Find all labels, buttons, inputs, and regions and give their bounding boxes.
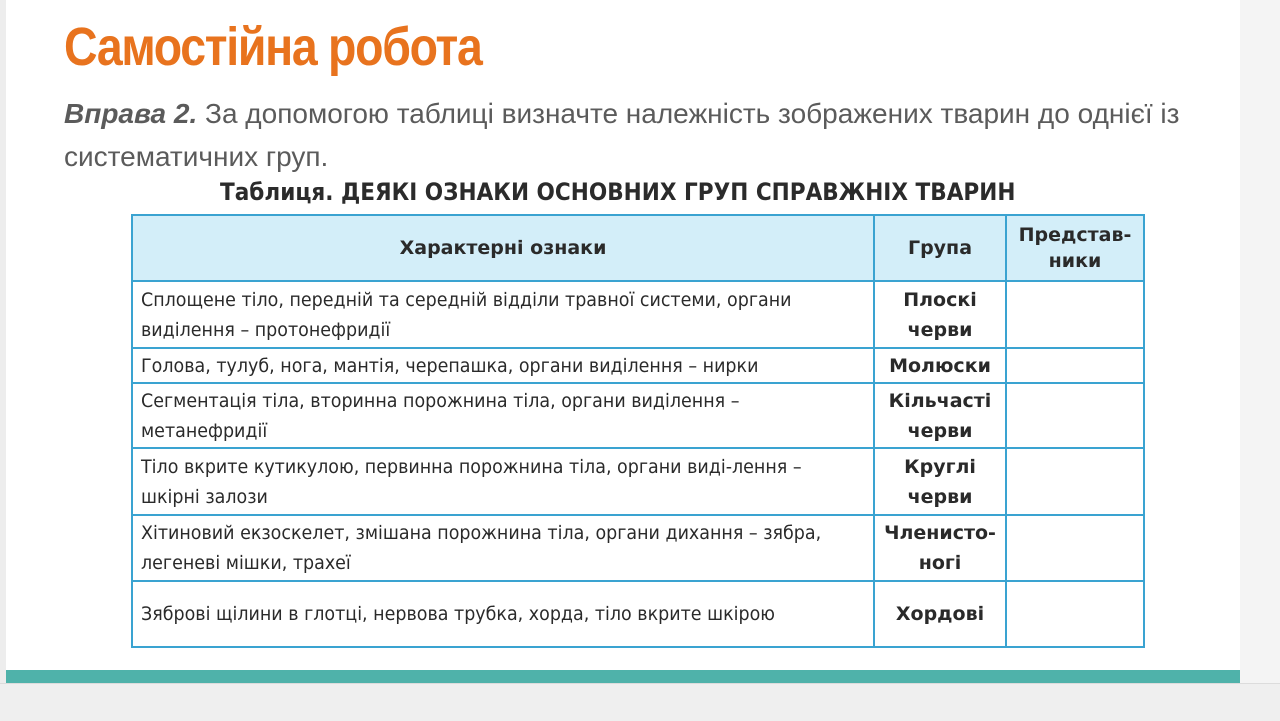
representatives-cell[interactable]	[1006, 581, 1144, 647]
table-row	[132, 515, 1144, 581]
header-group: Група	[874, 215, 1006, 281]
task-lead: Вправа 2.	[64, 98, 198, 129]
features-cell	[132, 383, 874, 448]
group-text: Членисто-ногі	[884, 522, 996, 574]
table-row	[132, 383, 1144, 448]
slide	[6, 0, 1240, 670]
task-body: За допомогою таблиці визначте належність зображених тварин до однієї із систематичних груп.	[64, 98, 1180, 172]
features-text: Сплощене тіло, передній та середній відділи травної системи, органи виділення – протонефридії	[141, 288, 792, 341]
features-cell	[132, 515, 874, 581]
features-cell	[132, 348, 874, 383]
slide-bottom-bar	[6, 670, 1240, 683]
group-text: Круглі черви	[904, 455, 976, 508]
right-gutter	[1240, 0, 1280, 720]
table-row	[132, 581, 1144, 647]
header-representatives: Представ-ники	[1006, 215, 1144, 281]
features-cell	[132, 448, 874, 515]
group-text: Плоскі черви	[903, 288, 977, 341]
group-cell	[874, 348, 1006, 383]
features-text: Хітиновий екзоскелет, змішана порожнина тіла, органи дихання – зябра, легеневі мішки, трахеї	[141, 522, 822, 574]
features-text: Тіло вкрите кутикулою, первинна порожнина тіла, органи виді-лення – шкірні залози	[141, 455, 802, 508]
representatives-cell[interactable]	[1006, 515, 1144, 581]
table-row	[132, 448, 1144, 515]
group-cell	[874, 448, 1006, 515]
group-cell	[874, 383, 1006, 448]
representatives-cell[interactable]	[1006, 383, 1144, 448]
features-text: Зяброві щілини в глотці, нервова трубка, хорда, тіло вкрите шкірою	[141, 603, 776, 625]
group-text: Молюски	[889, 354, 991, 377]
group-cell	[874, 281, 1006, 348]
features-cell	[132, 281, 874, 348]
group-text: Кільчасті черви	[888, 389, 992, 442]
table-row	[132, 281, 1144, 348]
group-cell	[874, 581, 1006, 647]
header-features: Характерні ознаки	[132, 215, 874, 281]
group-cell	[874, 515, 1006, 581]
representatives-cell[interactable]	[1006, 281, 1144, 348]
table-row	[132, 348, 1144, 383]
representatives-cell[interactable]	[1006, 348, 1144, 383]
animal-groups-table	[131, 214, 1145, 648]
task-text	[64, 92, 1214, 178]
features-text: Голова, тулуб, нога, мантія, черепашка, органи виділення – нирки	[141, 354, 759, 377]
representatives-cell[interactable]	[1006, 448, 1144, 515]
features-text: Сегментація тіла, вторинна порожнина тіла, органи виділення – метанефридії	[141, 389, 740, 442]
table-caption: Таблиця. ДЕЯКІ ОЗНАКИ ОСНОВНИХ ГРУП СПРАВЖНІХ ТВАРИН	[220, 178, 1016, 206]
viewer-bottom-strip	[0, 683, 1280, 721]
features-cell	[132, 581, 874, 647]
slide-title: Самостійна робота	[64, 17, 482, 77]
group-text: Хордові	[895, 603, 985, 625]
table-header-row	[132, 215, 1144, 281]
